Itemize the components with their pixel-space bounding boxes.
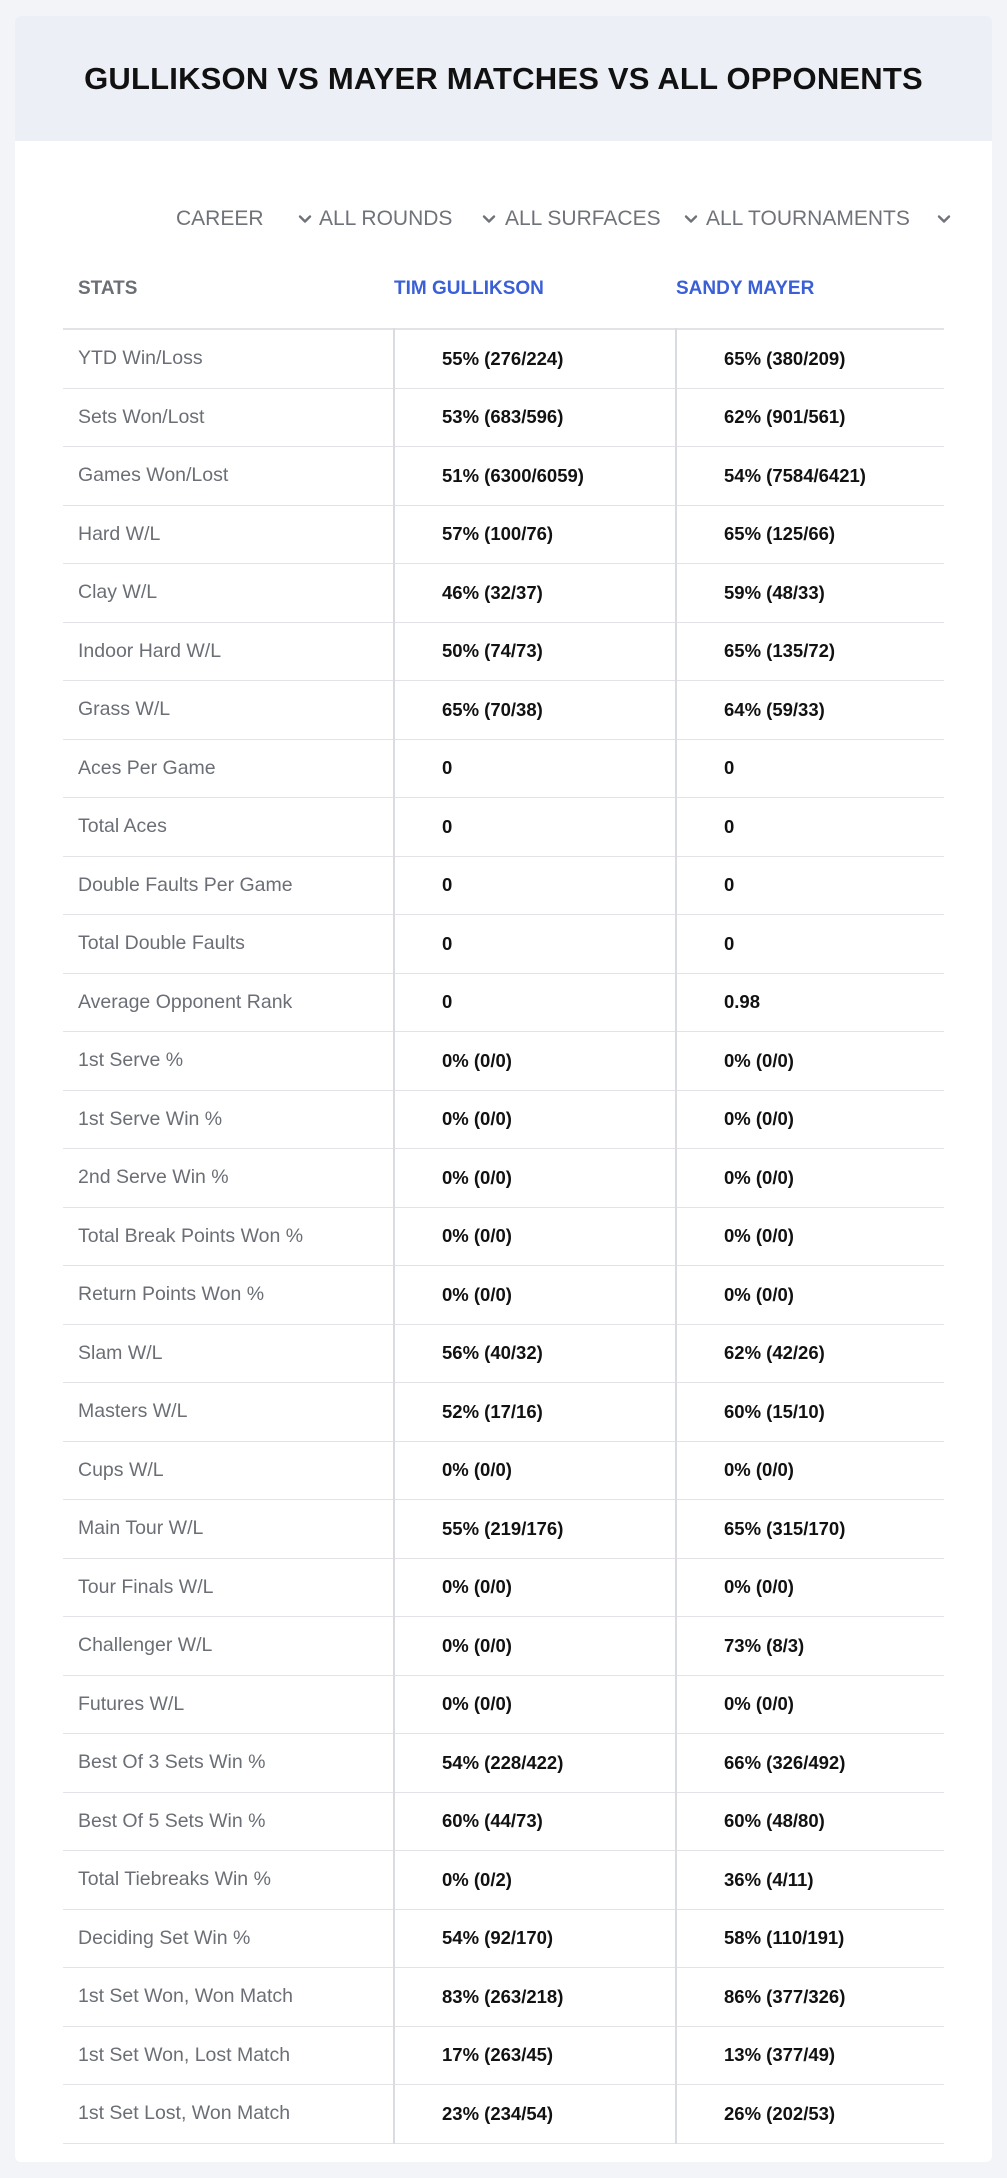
player2-value: 0% (0/0) — [724, 1283, 794, 1305]
table-row — [63, 623, 944, 682]
table-row — [63, 740, 944, 799]
table-row — [63, 2085, 944, 2144]
player1-value: 55% (276/224) — [442, 347, 564, 369]
player1-value: 0 — [442, 932, 453, 954]
player1-value: 0% (0/0) — [442, 1283, 512, 1305]
player2-value: 0% (0/0) — [724, 1225, 794, 1247]
table-row — [63, 1266, 944, 1325]
player2-value: 65% (380/209) — [724, 347, 846, 369]
stats-card — [15, 16, 992, 2162]
player2-value: 0% (0/0) — [724, 1459, 794, 1481]
player2-value: 64% (59/33) — [724, 698, 825, 720]
filter-career-select[interactable] — [176, 189, 314, 249]
stat-label: 1st Set Won, Won Match — [78, 1985, 293, 2008]
player1-value: 56% (40/32) — [442, 1342, 543, 1364]
stat-label: Games Won/Lost — [78, 464, 229, 487]
table-row — [63, 1734, 944, 1793]
table-row — [63, 974, 944, 1033]
player1-value: 23% (234/54) — [442, 2102, 554, 2124]
stat-label: 1st Serve Win % — [78, 1107, 223, 1130]
player1-value: 0 — [442, 815, 453, 837]
table-row — [63, 1559, 944, 1618]
table-row — [63, 1091, 944, 1150]
player2-value: 65% (135/72) — [724, 640, 836, 662]
player2-value: 26% (202/53) — [724, 2102, 836, 2124]
player2-value: 73% (8/3) — [724, 1634, 805, 1656]
player2-value: 13% (377/49) — [724, 2044, 836, 2066]
stat-label: Masters W/L — [78, 1400, 188, 1423]
filter-surfaces-select[interactable] — [505, 189, 700, 249]
player2-value: 0 — [724, 874, 735, 896]
player1-value: 52% (17/16) — [442, 1400, 543, 1422]
player2-value: 65% (125/66) — [724, 523, 836, 545]
stat-label: Aces Per Game — [78, 756, 216, 779]
filter-label: CAREER — [176, 207, 264, 230]
stat-label: Total Double Faults — [78, 932, 245, 955]
stat-label: 1st Set Lost, Won Match — [78, 2102, 291, 2125]
player1-value: 60% (44/73) — [442, 1810, 543, 1832]
player2-value: 0% (0/0) — [724, 1049, 794, 1071]
player1-value: 0% (0/0) — [442, 1634, 512, 1656]
player1-value: 65% (70/38) — [442, 698, 543, 720]
table-row — [63, 2027, 944, 2086]
table-row — [63, 330, 944, 389]
player1-value: 55% (219/176) — [442, 1517, 564, 1539]
player2-value: 58% (110/191) — [724, 1927, 845, 1949]
stat-label: Average Opponent Rank — [78, 990, 293, 1013]
table-row — [63, 1442, 944, 1501]
player1-value: 0% (0/2) — [442, 1868, 512, 1890]
stat-label: 1st Serve % — [78, 1049, 184, 1072]
table-row — [63, 1793, 944, 1852]
stat-label: Main Tour W/L — [78, 1517, 204, 1540]
player2-value: 54% (7584/6421) — [724, 464, 866, 486]
player1-link[interactable]: TIM GULLIKSON — [394, 277, 544, 299]
player2-value: 62% (42/26) — [724, 1342, 825, 1364]
chevron-down-icon — [682, 210, 700, 228]
table-row — [63, 1383, 944, 1442]
player2-value: 0 — [724, 757, 735, 779]
player2-value: 0% (0/0) — [724, 1166, 794, 1188]
player1-value: 0% (0/0) — [442, 1049, 512, 1071]
player1-value: 54% (228/422) — [442, 1751, 564, 1773]
stat-label: Challenger W/L — [78, 1634, 213, 1657]
table-row — [63, 447, 944, 506]
page-title: GULLIKSON VS MAYER MATCHES VS ALL OPPONENTS — [84, 60, 923, 96]
player2-value: 66% (326/492) — [724, 1751, 846, 1773]
filter-bar — [15, 189, 992, 249]
player2-value: 0.98 — [724, 991, 761, 1013]
player1-value: 0% (0/0) — [442, 1693, 512, 1715]
stat-label: Double Faults Per Game — [78, 873, 293, 896]
table-row — [63, 798, 944, 857]
player1-value: 0% (0/0) — [442, 1108, 512, 1130]
stat-label: Best Of 5 Sets Win % — [78, 1809, 266, 1832]
table-row — [63, 1032, 944, 1091]
filter-label: ALL ROUNDS — [319, 207, 453, 230]
table-row — [63, 1676, 944, 1735]
table-row — [63, 1500, 944, 1559]
player1-value: 0 — [442, 757, 453, 779]
column-divider — [675, 328, 677, 2144]
stat-label: Cups W/L — [78, 1458, 164, 1481]
table-row — [63, 1851, 944, 1910]
player1-value: 50% (74/73) — [442, 640, 543, 662]
table-row — [63, 506, 944, 565]
table-row — [63, 915, 944, 974]
table-row — [63, 564, 944, 623]
table-header-row — [63, 249, 944, 330]
stat-label: Hard W/L — [78, 522, 161, 545]
stat-label: Indoor Hard W/L — [78, 639, 222, 662]
player2-value: 36% (4/11) — [724, 1868, 814, 1890]
player2-value: 60% (48/80) — [724, 1810, 825, 1832]
table-row — [63, 681, 944, 740]
stat-label: YTD Win/Loss — [78, 347, 203, 370]
player2-value: 0 — [724, 815, 735, 837]
player2-value: 65% (315/170) — [724, 1517, 846, 1539]
stat-label: Total Break Points Won % — [78, 1224, 304, 1247]
stat-label: Clay W/L — [78, 581, 158, 604]
player2-value: 0 — [724, 932, 735, 954]
stat-label: Deciding Set Win % — [78, 1926, 251, 1949]
table-row — [63, 1325, 944, 1384]
stat-label: Slam W/L — [78, 1341, 163, 1364]
stat-label: Sets Won/Lost — [78, 405, 205, 428]
stat-label: 2nd Serve Win % — [78, 1166, 229, 1189]
player1-value: 51% (6300/6059) — [442, 464, 584, 486]
chevron-down-icon — [935, 210, 953, 228]
stats-table — [63, 249, 944, 2144]
filter-tournaments-select[interactable] — [706, 189, 953, 249]
stat-label: Grass W/L — [78, 698, 171, 721]
player2-value: 0% (0/0) — [724, 1576, 794, 1598]
stats-column-header: STATS — [78, 277, 138, 299]
player1-value: 57% (100/76) — [442, 523, 554, 545]
table-row — [63, 1617, 944, 1676]
player2-value: 59% (48/33) — [724, 581, 825, 603]
table-row — [63, 1910, 944, 1969]
player1-value: 46% (32/37) — [442, 581, 543, 603]
table-body — [63, 330, 944, 2144]
filter-label: ALL SURFACES — [505, 207, 661, 230]
stat-label: Tour Finals W/L — [78, 1575, 214, 1598]
stat-label: Total Aces — [78, 815, 167, 838]
player2-value: 86% (377/326) — [724, 1985, 846, 2007]
player2-value: 60% (15/10) — [724, 1400, 825, 1422]
player1-value: 83% (263/218) — [442, 1985, 564, 2007]
player2-value: 0% (0/0) — [724, 1693, 794, 1715]
card-header — [15, 16, 992, 141]
table-row — [63, 1208, 944, 1267]
stat-label: Best Of 3 Sets Win % — [78, 1751, 266, 1774]
player2-value: 62% (901/561) — [724, 406, 846, 428]
table-row — [63, 1968, 944, 2027]
stat-label: Return Points Won % — [78, 1283, 265, 1306]
player1-value: 0% (0/0) — [442, 1459, 512, 1481]
player1-value: 53% (683/596) — [442, 406, 564, 428]
filter-rounds-select[interactable] — [319, 189, 498, 249]
player1-value: 0% (0/0) — [442, 1166, 512, 1188]
player2-link[interactable]: SANDY MAYER — [676, 277, 815, 299]
player1-value: 0 — [442, 874, 453, 896]
filter-label: ALL TOURNAMENTS — [706, 207, 910, 230]
chevron-down-icon — [480, 210, 498, 228]
stat-label: 1st Set Won, Lost Match — [78, 2043, 291, 2066]
stat-label: Futures W/L — [78, 1692, 185, 1715]
table-row — [63, 857, 944, 916]
stat-label: Total Tiebreaks Win % — [78, 1868, 271, 1891]
chevron-down-icon — [296, 210, 314, 228]
player1-value: 54% (92/170) — [442, 1927, 554, 1949]
table-row — [63, 389, 944, 448]
player1-value: 0 — [442, 991, 453, 1013]
player2-value: 0% (0/0) — [724, 1108, 794, 1130]
player1-value: 17% (263/45) — [442, 2044, 554, 2066]
player1-value: 0% (0/0) — [442, 1576, 512, 1598]
table-row — [63, 1149, 944, 1208]
player1-value: 0% (0/0) — [442, 1225, 512, 1247]
column-divider — [393, 328, 395, 2144]
